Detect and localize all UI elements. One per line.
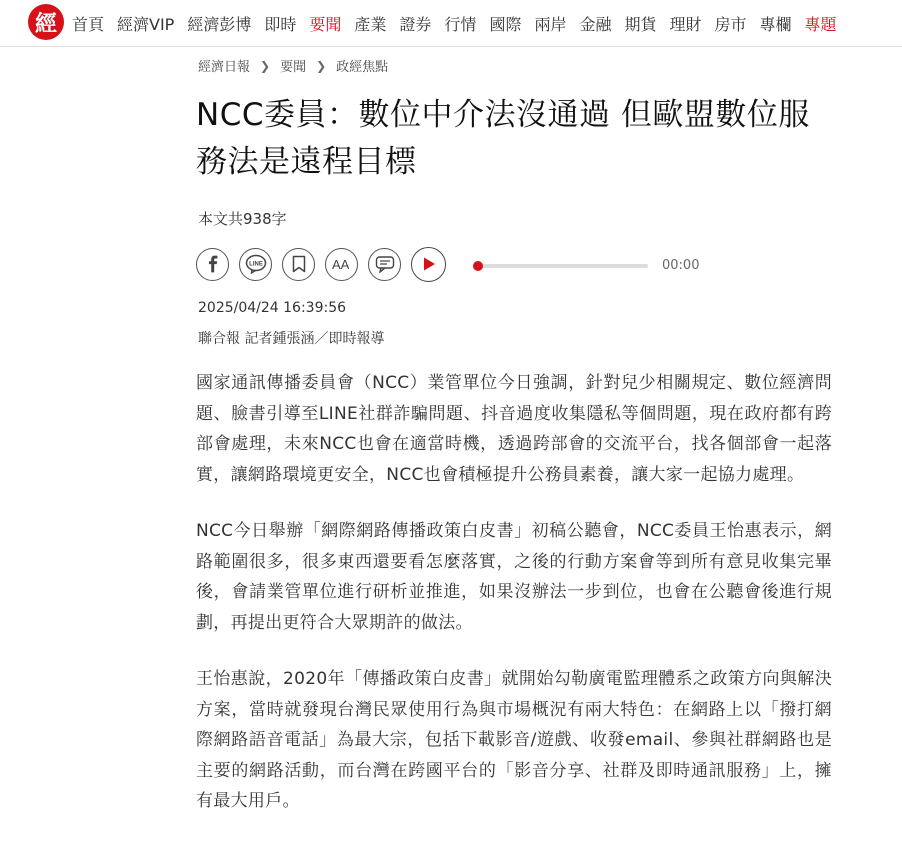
nav-item-bloomberg[interactable]: 經濟彭博 (187, 14, 252, 34)
breadcrumb-item-section[interactable]: 要聞 (280, 60, 307, 75)
nav-item-securities[interactable]: 證券 (399, 14, 432, 34)
font-size-button[interactable] (325, 248, 358, 281)
publish-datetime: 2025/04/24 16:39:56 (198, 300, 347, 316)
nav-item-cross-strait[interactable]: 兩岸 (534, 14, 567, 34)
top-navigation (0, 0, 902, 47)
article-paragraph: 王怡惠說，2020年「傳播政策白皮書」就開始勾勒廣電監理體系之政策方向與解決方案，當時就發現台灣民眾使用行為與市場概況有兩大特色：在網路上以「撥打網際網路語音電話」為最大宗，包括下載影音/遊戲、收發email、參與社群網路也是主要的網路活動，而台灣在跨國平台的「影音分享、社群及即時通訊服務」上，擁有最大用戶。 (196, 669, 832, 811)
nav-item-finance[interactable]: 金融 (579, 14, 612, 34)
chevron-right-icon: ❯ (260, 58, 271, 73)
breadcrumb-item-site[interactable]: 經濟日報 (198, 60, 251, 75)
facebook-icon (206, 255, 220, 273)
nav-item-wealth[interactable]: 理財 (669, 14, 702, 34)
article-title: NCC委員：數位中介法沒通過 但歐盟數位服務法是遠程目標 (196, 97, 810, 180)
article-byline: 聯合報 記者鍾張涵／即時報導 (198, 331, 385, 347)
facebook-share-button[interactable] (196, 248, 229, 281)
nav-item-vip[interactable]: 經濟VIP (117, 14, 175, 34)
play-icon (422, 256, 436, 272)
logo-text: 經 (34, 10, 57, 37)
article-body (196, 368, 832, 843)
word-count: 本文共938字 (198, 210, 287, 228)
breadcrumb-item-subsection[interactable]: 政經焦點 (336, 60, 389, 75)
chevron-right-icon: ❯ (316, 58, 327, 73)
nav-item-international[interactable]: 國際 (489, 14, 522, 34)
nav-item-headlines[interactable]: 要聞 (309, 14, 342, 34)
nav-item-industry[interactable]: 產業 (354, 14, 387, 34)
bookmark-button[interactable] (282, 248, 315, 281)
article-paragraph: 國家通訊傳播委員會（NCC）業管單位今日強調，針對兒少相關規定、數位經濟問題、臉書引導至LINE社群詐騙問題、抖音過度收集隱私等個問題，現在政府都有跨部會處理，未來NCC也會在適當時機，透過跨部會的交流平台，找各個部會一起落實，讓網路環境更安全，NCC也會積極提升公務員素養，讓大家一起協力處理。 (196, 373, 832, 485)
line-icon (245, 254, 267, 274)
nav-item-housing[interactable]: 房市 (714, 14, 747, 34)
breadcrumb (198, 56, 388, 75)
nav-item-realtime[interactable]: 即時 (264, 14, 297, 34)
font-size-icon (331, 256, 353, 272)
nav-item-features[interactable]: 專題 (804, 14, 837, 34)
article-paragraph: NCC今日舉辦「網際網路傳播政策白皮書」初稿公聽會，NCC委員王怡惠表示，網路範圍很多，很多東西還要看怎麼落實，之後的行動方案會等到所有意見收集完畢後，會請業管單位進行研析並推進，如果沒辦法一步到位，也會在公聽會後進行規劃，再提出更符合大眾期許的做法。 (196, 521, 832, 633)
nav-item-market[interactable]: 行情 (444, 14, 477, 34)
audio-play-button[interactable] (411, 247, 446, 282)
nav-item-home[interactable]: 首頁 (72, 14, 105, 34)
nav-item-columns[interactable]: 專欄 (759, 14, 792, 34)
site-logo[interactable] (28, 4, 64, 40)
audio-time: 00:00 (662, 258, 700, 273)
audio-progress-handle[interactable] (473, 261, 483, 271)
comment-button[interactable] (368, 248, 401, 281)
nav-menu (72, 0, 850, 46)
nav-item-futures[interactable]: 期貨 (624, 14, 657, 34)
font-size-icon-text: AA (331, 257, 349, 272)
line-icon-text: LINE (248, 261, 263, 268)
line-share-button[interactable] (239, 248, 272, 281)
share-toolbar (196, 246, 456, 282)
audio-progress-bar[interactable] (478, 264, 648, 268)
comment-icon (375, 255, 395, 273)
bookmark-icon (292, 255, 306, 273)
